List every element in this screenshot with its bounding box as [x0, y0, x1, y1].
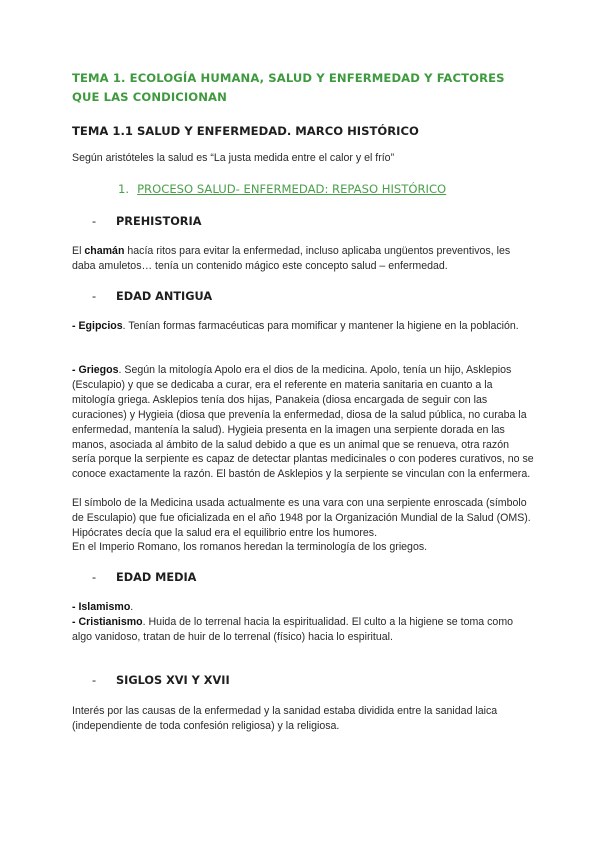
- text-run: El: [72, 245, 85, 257]
- bold-term: - Cristianismo: [72, 616, 143, 628]
- section-link-text[interactable]: PROCESO SALUD- ENFERMEDAD: REPASO HISTÓRICO: [137, 182, 447, 196]
- document-title: TEMA 1. ECOLOGÍA HUMANA, SALUD Y ENFERMEDAD Y FACTORES QUE LAS CONDICIONAN: [72, 71, 505, 104]
- bold-term: - Griegos: [72, 364, 119, 376]
- text-run: .: [130, 601, 134, 613]
- text-run: . Tenían formas farmacéuticas para momificar y mantener la higiene en la población.: [122, 320, 519, 332]
- heading-edad-media: [92, 571, 196, 584]
- text-run: . Huida de lo terrenal hacia la espiritualidad. El culto a la higiene se toma como algo vanidoso, tratan de huir de lo terrenal (físico) hacia lo espiritual.: [72, 616, 514, 643]
- text-run: hacía ritos para evitar la enfermedad, incluso aplicaba ungüentos preventivos, les daba amuletos… tenía un contenido mágico este concepto salud – enfermedad.: [72, 245, 511, 272]
- intro-paragraph: Según aristóteles la salud es “La justa medida entre el calor y el frío”: [72, 152, 395, 164]
- paragraph-siglos: Interés por las causas de la enfermedad y la sanidad estaba dividida entre la sanidad laica (independiente de toda confesión religiosa) y la religiosa.: [72, 705, 498, 732]
- heading-prehistoria: [92, 215, 201, 228]
- bold-term: chamán: [84, 245, 125, 257]
- document-subtitle: TEMA 1.1 SALUD Y ENFERMEDAD. MARCO HISTÓRICO: [72, 124, 419, 138]
- paragraph-romano: En el Imperio Romano, los romanos heredan la terminología de los griegos.: [72, 541, 428, 553]
- bold-term: - Islamismo: [72, 601, 131, 613]
- section-heading-link[interactable]: [118, 182, 446, 196]
- bold-term: - Egipcios: [72, 320, 123, 332]
- paragraph-prehistoria: [72, 244, 534, 274]
- heading-text: PREHISTORIA: [116, 215, 202, 228]
- heading-text: EDAD MEDIA: [116, 571, 197, 584]
- paragraph-islamismo: [72, 600, 534, 615]
- section-number: 1.: [118, 182, 130, 196]
- heading-text: SIGLOS XVI Y XVII: [116, 674, 230, 687]
- bullet-dash: -: [92, 674, 97, 687]
- heading-edad-antigua: [92, 290, 212, 303]
- paragraph-simbolo: El símbolo de la Medicina usada actualmente es una vara con una serpiente enroscada (símbolo de Esculapio) que fue oficializada en el año 1948 por la Organización Mundial de la Salud (OMS). Hipócrates decía que la salud era el equilibrio entre los humores.: [72, 497, 531, 539]
- heading-text: EDAD ANTIGUA: [116, 290, 213, 303]
- paragraph-griegos: [72, 363, 534, 482]
- bullet-dash: -: [92, 290, 97, 303]
- bullet-dash: -: [92, 215, 97, 228]
- text-run: . Según la mitología Apolo era el dios de la medicina. Apolo, tenía un hijo, Asklepios (Esculapio) y que se dedicaba a curar, era el referente en materia sanitaria en cuanto a la mitología griega. Asklepios tenía dos hijas, Panakeia (diosa encargada de seguir con las curaciones) y Hygieia (diosa que prevenía la enfermedad, diosa de la salud pública, no curaba la enfermedad, mantenía la salud). Hygieia presenta en la imagen una serpiente dorada en las manos, asociada al ámbito de la salud debido a que es un animal que se renueva, otra razón sería porque la serpiente es capaz de detectar plantas medicinales o con poderes curativos, no se conoce exactamente la razón. El bastón de Asklepios y la serpiente se vinculan con la enfermera.: [72, 364, 534, 481]
- heading-siglos: [92, 674, 230, 687]
- paragraph-cristianismo: [72, 615, 534, 645]
- paragraph-egipcios: [72, 319, 534, 334]
- bullet-dash: -: [92, 571, 97, 584]
